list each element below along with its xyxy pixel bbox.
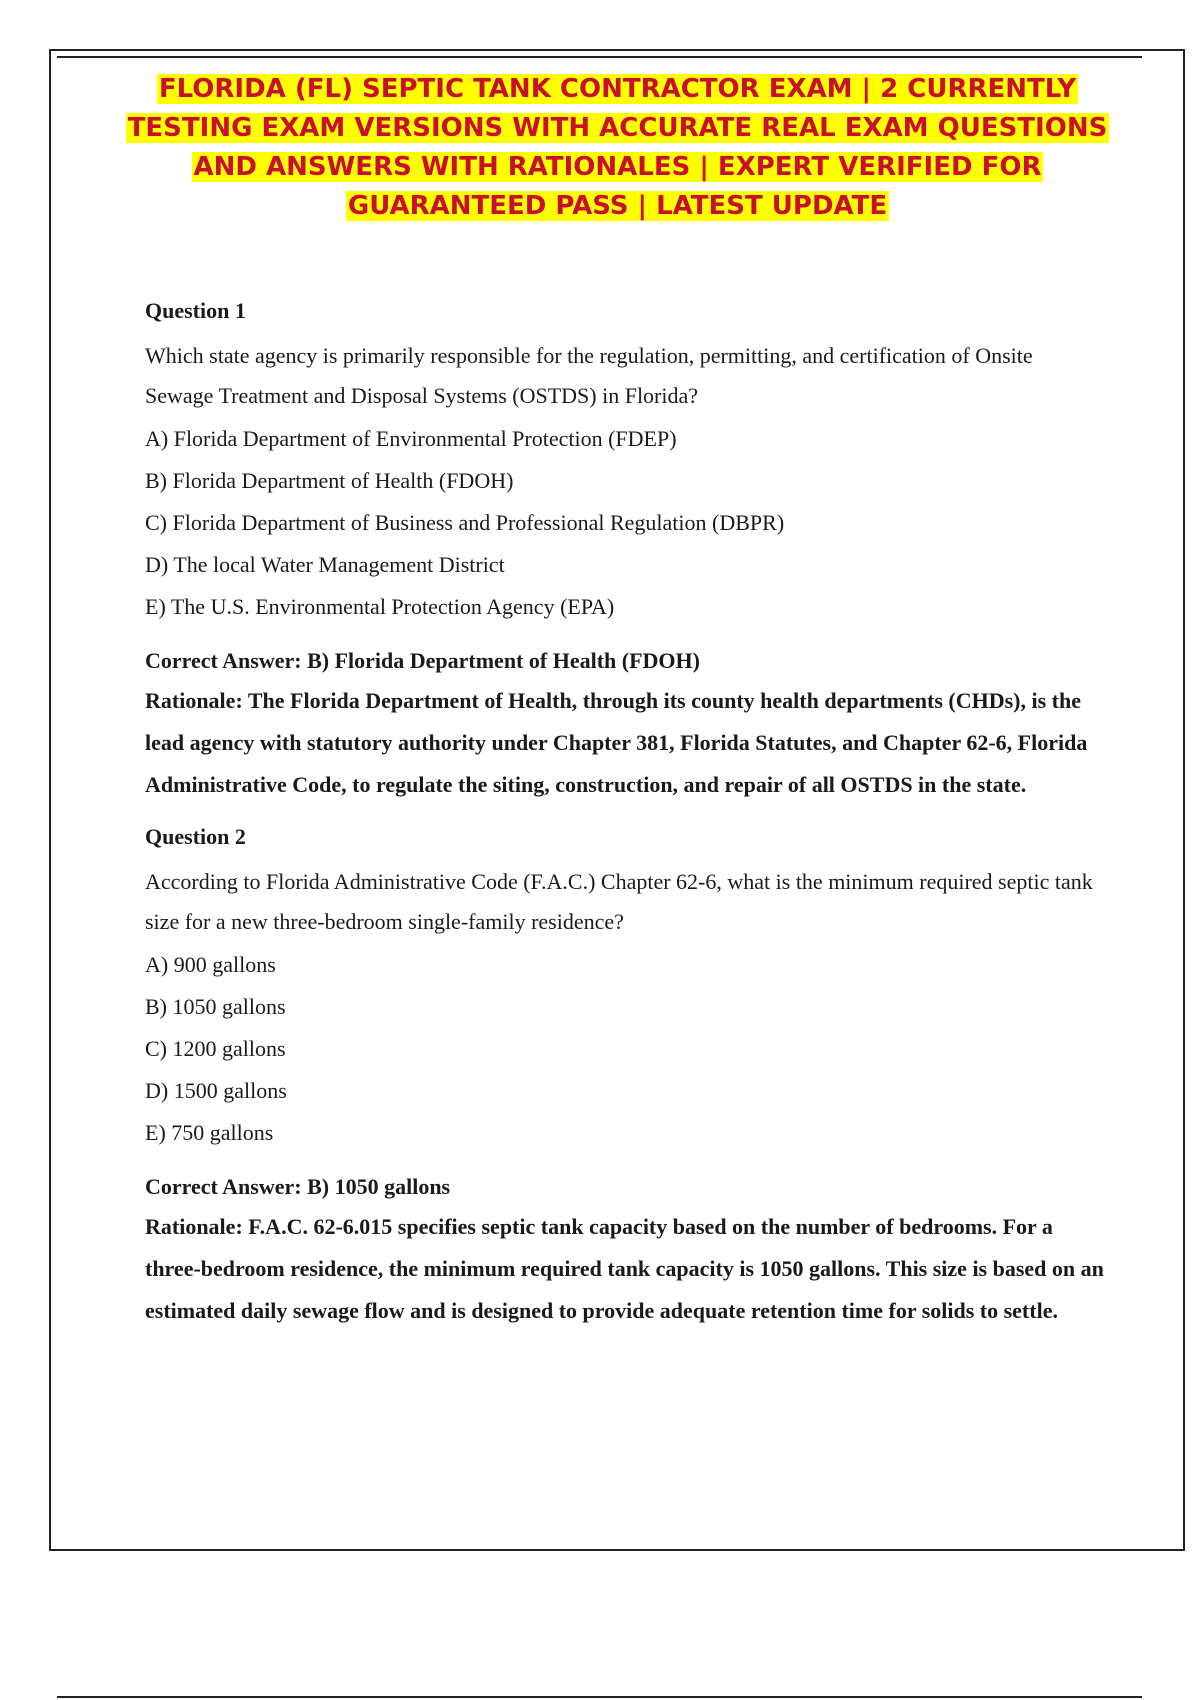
option-d: D) The local Water Management District: [145, 552, 505, 577]
answer-section: [145, 1168, 1105, 1332]
question-text: According to Florida Administrative Code (F.A.C.) Chapter 62-6, what is the minimum required septic tank size for a new three-bedroom single-family residence?: [145, 869, 1093, 934]
option-a: A) Florida Department of Environmental Protection (FDEP): [145, 426, 677, 451]
correct-answer: Correct Answer: B) 1050 gallons: [145, 1174, 451, 1199]
option-b: B) Florida Department of Health (FDOH): [145, 468, 514, 493]
document-body: [145, 296, 1105, 1332]
correct-answer: Correct Answer: B) Florida Department of Health (FDOH): [145, 648, 700, 673]
question-block-1: [145, 296, 1105, 806]
document-title: [110, 70, 1125, 226]
question-block-2: [145, 822, 1105, 1332]
option-e: E) The U.S. Environmental Protection Agency (EPA): [145, 594, 615, 619]
bottom-rule: [57, 1696, 1142, 1698]
document-title-text: FLORIDA (FL) SEPTIC TANK CONTRACTOR EXAM | 2 CURRENTLY TESTING EXAM VERSIONS WITH ACCURATE REAL EXAM QUESTIONS AND ANSWERS WITH RATIONALES | EXPERT VERIFIED FOR GUARANTEED PASS | LATEST UPDATE: [127, 74, 1108, 221]
question-heading: Question 1: [145, 298, 246, 323]
option-c: C) Florida Department of Business and Professional Regulation (DBPR): [145, 510, 785, 535]
option-e: E) 750 gallons: [145, 1120, 274, 1145]
rationale: Rationale: F.A.C. 62-6.015 specifies septic tank capacity based on the number of bedrooms. For a three-bedroom residence, the minimum required tank capacity is 1050 gallons. This size is based on an estimated daily sewage flow and is designed to provide adequate retention time for solids to settle.: [145, 1214, 1104, 1323]
option-b: B) 1050 gallons: [145, 994, 286, 1019]
option-c: C) 1200 gallons: [145, 1036, 286, 1061]
answer-options: [145, 418, 1105, 628]
answer-options: [145, 944, 1105, 1154]
option-a: A) 900 gallons: [145, 952, 276, 977]
answer-section: [145, 642, 1105, 806]
option-d: D) 1500 gallons: [145, 1078, 287, 1103]
question-heading: Question 2: [145, 824, 246, 849]
question-text: Which state agency is primarily responsible for the regulation, permitting, and certification of Onsite Sewage Treatment and Disposal Systems (OSTDS) in Florida?: [145, 343, 1033, 408]
rationale: Rationale: The Florida Department of Health, through its county health departments (CHDs), is the lead agency with statutory authority under Chapter 381, Florida Statutes, and Chapter 62-6, Florida Administrative Code, to regulate the siting, construction, and repair of all OSTDS in the state.: [145, 688, 1088, 797]
